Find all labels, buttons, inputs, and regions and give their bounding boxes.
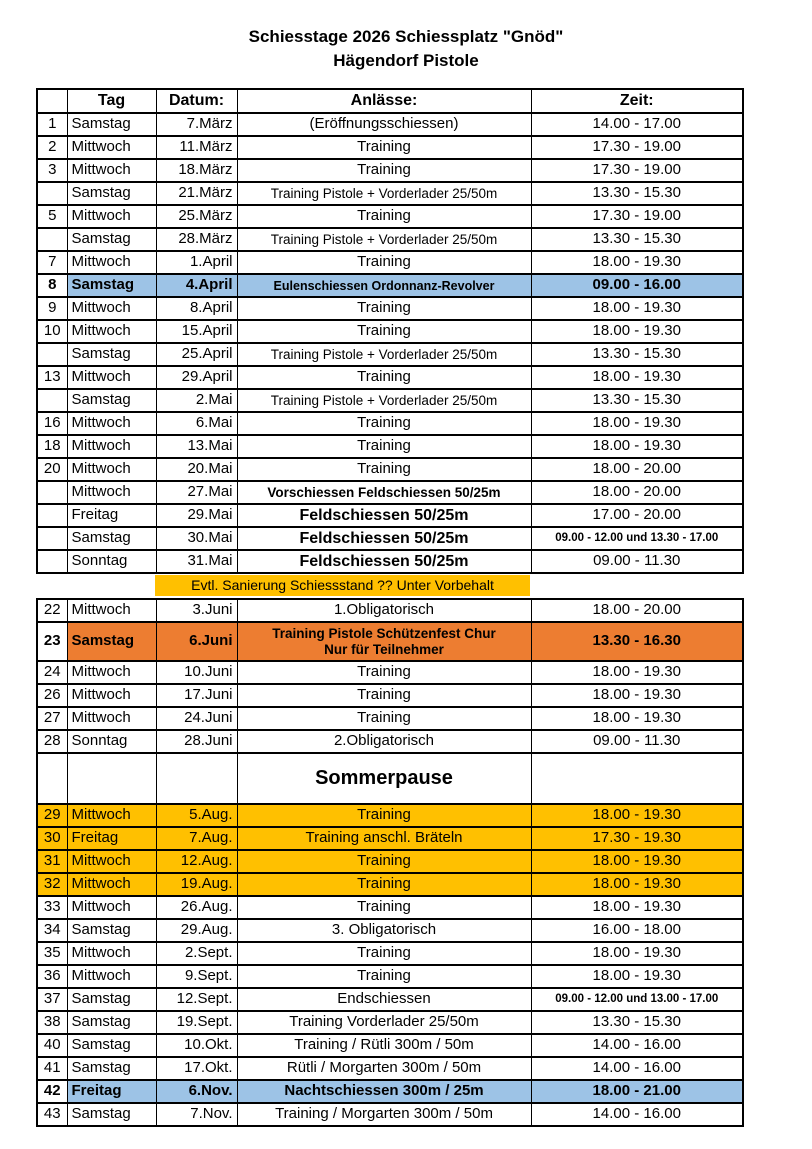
time-cell: 14.00 - 16.00 xyxy=(531,1057,743,1080)
header-event: Anlässe: xyxy=(237,89,531,113)
time-cell: 18.00 - 19.30 xyxy=(531,366,743,389)
table-row xyxy=(37,136,743,159)
row-number-cell xyxy=(37,753,67,804)
day-cell: Mittwoch xyxy=(67,965,156,988)
day-cell: Samstag xyxy=(67,182,156,205)
event-cell: Training Pistole + Vorderlader 25/50m xyxy=(237,343,531,366)
time-cell: 17.30 - 19.00 xyxy=(531,159,743,182)
event-cell xyxy=(237,622,531,661)
row-number-cell: 7 xyxy=(37,251,67,274)
time-cell: 17.00 - 20.00 xyxy=(531,504,743,527)
day-cell: Mittwoch xyxy=(67,297,156,320)
day-cell: Mittwoch xyxy=(67,320,156,343)
date-cell: 19.Sept. xyxy=(156,1011,237,1034)
day-cell: Freitag xyxy=(67,1080,156,1103)
row-number-cell xyxy=(37,481,67,504)
date-cell: 4.April xyxy=(156,274,237,297)
day-cell: Mittwoch xyxy=(67,136,156,159)
table-row xyxy=(37,988,743,1011)
event-cell: Training Pistole + Vorderlader 25/50m xyxy=(237,228,531,251)
date-cell: 25.März xyxy=(156,205,237,228)
row-number-cell: 37 xyxy=(37,988,67,1011)
table-row xyxy=(37,297,743,320)
event-cell: Training / Rütli 300m / 50m xyxy=(237,1034,531,1057)
event-cell: Training xyxy=(237,297,531,320)
day-cell: Freitag xyxy=(67,827,156,850)
row-number-cell: 31 xyxy=(37,850,67,873)
day-cell: Samstag xyxy=(67,1103,156,1126)
row-number-cell: 23 xyxy=(37,622,67,661)
day-cell: Mittwoch xyxy=(67,599,156,622)
event-cell: Training xyxy=(237,366,531,389)
time-cell: 18.00 - 19.30 xyxy=(531,707,743,730)
table-row xyxy=(37,435,743,458)
table-row xyxy=(37,343,743,366)
time-cell: 18.00 - 19.30 xyxy=(531,873,743,896)
date-cell: 27.Mai xyxy=(156,481,237,504)
date-cell: 6.Juni xyxy=(156,622,237,661)
date-cell: 21.März xyxy=(156,182,237,205)
table-row xyxy=(37,896,743,919)
table-row xyxy=(37,366,743,389)
event-cell: Training xyxy=(237,251,531,274)
event-cell: Training xyxy=(237,873,531,896)
day-cell xyxy=(67,753,156,804)
time-cell: 14.00 - 16.00 xyxy=(531,1103,743,1126)
row-number-cell: 36 xyxy=(37,965,67,988)
header-day: Tag xyxy=(67,89,156,113)
date-cell: 3.Juni xyxy=(156,599,237,622)
date-cell: 10.Okt. xyxy=(156,1034,237,1057)
date-cell: 31.Mai xyxy=(156,550,237,573)
schedule-table-wrapper xyxy=(36,88,746,1127)
time-cell: 14.00 - 16.00 xyxy=(531,1034,743,1057)
table-row xyxy=(37,481,743,504)
time-cell: 16.00 - 18.00 xyxy=(531,919,743,942)
day-cell: Mittwoch xyxy=(67,412,156,435)
time-cell: 13.30 - 15.30 xyxy=(531,389,743,412)
day-cell: Mittwoch xyxy=(67,684,156,707)
row-number-cell: 13 xyxy=(37,366,67,389)
date-cell: 26.Aug. xyxy=(156,896,237,919)
row-number-cell: 29 xyxy=(37,804,67,827)
date-cell: 19.Aug. xyxy=(156,873,237,896)
day-cell: Samstag xyxy=(67,228,156,251)
date-cell: 7.Aug. xyxy=(156,827,237,850)
event-cell: Training xyxy=(237,205,531,228)
row-number-cell: 26 xyxy=(37,684,67,707)
row-number-cell: 30 xyxy=(37,827,67,850)
date-cell: 9.Sept. xyxy=(156,965,237,988)
time-cell: 09.00 - 11.30 xyxy=(531,550,743,573)
time-cell: 18.00 - 19.30 xyxy=(531,435,743,458)
event-cell: Feldschiessen 50/25m xyxy=(237,550,531,573)
day-cell: Freitag xyxy=(67,504,156,527)
date-cell: 6.Nov. xyxy=(156,1080,237,1103)
renovation-notice-band: Evtl. Sanierung Schiessstand ?? Unter Vorbehalt xyxy=(155,575,530,596)
event-line-2: Nur für Teilnehmer xyxy=(324,641,444,657)
row-number-cell xyxy=(37,527,67,550)
event-cell: Eulenschiessen Ordonnanz-Revolver xyxy=(237,274,531,297)
date-cell xyxy=(156,753,237,804)
row-number-cell: 43 xyxy=(37,1103,67,1126)
date-cell: 30.Mai xyxy=(156,527,237,550)
row-number-cell: 10 xyxy=(37,320,67,343)
date-cell: 29.April xyxy=(156,366,237,389)
row-number-cell: 9 xyxy=(37,297,67,320)
time-cell: 18.00 - 19.30 xyxy=(531,412,743,435)
event-cell: Training xyxy=(237,684,531,707)
time-cell: 09.00 - 11.30 xyxy=(531,730,743,753)
table-row xyxy=(37,205,743,228)
event-cell: 2.Obligatorisch xyxy=(237,730,531,753)
day-cell: Samstag xyxy=(67,1034,156,1057)
date-cell: 8.April xyxy=(156,297,237,320)
row-number-cell: 1 xyxy=(37,113,67,136)
table-row xyxy=(37,550,743,573)
time-cell: 18.00 - 19.30 xyxy=(531,251,743,274)
date-cell: 17.Juni xyxy=(156,684,237,707)
table-row xyxy=(37,919,743,942)
table-row xyxy=(37,527,743,550)
day-cell: Samstag xyxy=(67,113,156,136)
date-cell: 18.März xyxy=(156,159,237,182)
table-row xyxy=(37,251,743,274)
row-number-cell xyxy=(37,389,67,412)
time-cell: 18.00 - 21.00 xyxy=(531,1080,743,1103)
title-line1: Schiesstage 2026 Schiessplatz "Gnöd" xyxy=(248,27,564,46)
time-cell: 18.00 - 20.00 xyxy=(531,458,743,481)
row-number-cell: 27 xyxy=(37,707,67,730)
table-row xyxy=(37,113,743,136)
row-number-cell: 28 xyxy=(37,730,67,753)
event-cell: Training Pistole + Vorderlader 25/50m xyxy=(237,389,531,412)
header-date: Datum: xyxy=(156,89,237,113)
date-cell: 28.Juni xyxy=(156,730,237,753)
day-cell: Mittwoch xyxy=(67,481,156,504)
date-cell: 13.Mai xyxy=(156,435,237,458)
time-cell: 09.00 - 12.00 und 13.30 - 17.00 xyxy=(531,527,743,550)
table-row xyxy=(37,1057,743,1080)
event-cell: Training Vorderlader 25/50m xyxy=(237,1011,531,1034)
row-number-cell: 18 xyxy=(37,435,67,458)
header-number xyxy=(37,89,67,113)
day-cell: Samstag xyxy=(67,389,156,412)
row-number-cell: 32 xyxy=(37,873,67,896)
date-cell: 15.April xyxy=(156,320,237,343)
event-cell: Training anschl. Bräteln xyxy=(237,827,531,850)
table-row xyxy=(37,707,743,730)
day-cell: Sonntag xyxy=(67,550,156,573)
time-cell: 17.30 - 19.00 xyxy=(531,136,743,159)
table-row xyxy=(37,661,743,684)
event-cell: Training xyxy=(237,804,531,827)
row-number-cell: 41 xyxy=(37,1057,67,1080)
table-row xyxy=(37,850,743,873)
day-cell: Mittwoch xyxy=(67,850,156,873)
row-number-cell: 20 xyxy=(37,458,67,481)
table-row xyxy=(37,1034,743,1057)
day-cell: Samstag xyxy=(67,919,156,942)
event-cell: Rütli / Morgarten 300m / 50m xyxy=(237,1057,531,1080)
time-cell: 18.00 - 19.30 xyxy=(531,850,743,873)
row-number-cell xyxy=(37,343,67,366)
table-row xyxy=(37,504,743,527)
day-cell: Mittwoch xyxy=(67,942,156,965)
event-cell: Sommerpause xyxy=(237,753,531,804)
event-cell: Nachtschiessen 300m / 25m xyxy=(237,1080,531,1103)
day-cell: Samstag xyxy=(67,1011,156,1034)
schedule-table-section-2 xyxy=(36,598,744,1127)
title-line2: Hägendorf Pistole xyxy=(333,51,479,70)
row-number-cell: 35 xyxy=(37,942,67,965)
event-cell: Training xyxy=(237,965,531,988)
row-number-cell: 2 xyxy=(37,136,67,159)
day-cell: Mittwoch xyxy=(67,707,156,730)
table-row xyxy=(37,827,743,850)
event-cell: Training xyxy=(237,136,531,159)
table-row xyxy=(37,942,743,965)
event-cell: Training xyxy=(237,661,531,684)
time-cell: 18.00 - 20.00 xyxy=(531,599,743,622)
day-cell: Samstag xyxy=(67,1057,156,1080)
event-cell: Training xyxy=(237,707,531,730)
event-cell: Training xyxy=(237,942,531,965)
row-number-cell: 5 xyxy=(37,205,67,228)
page-title xyxy=(0,0,812,73)
day-cell: Mittwoch xyxy=(67,435,156,458)
date-cell: 10.Juni xyxy=(156,661,237,684)
event-cell: Feldschiessen 50/25m xyxy=(237,504,531,527)
time-cell: 09.00 - 16.00 xyxy=(531,274,743,297)
time-cell: 18.00 - 19.30 xyxy=(531,942,743,965)
day-cell: Mittwoch xyxy=(67,458,156,481)
date-cell: 29.Aug. xyxy=(156,919,237,942)
day-cell: Mittwoch xyxy=(67,896,156,919)
event-cell: Training / Morgarten 300m / 50m xyxy=(237,1103,531,1126)
time-cell: 18.00 - 19.30 xyxy=(531,896,743,919)
table-row xyxy=(37,412,743,435)
table-row xyxy=(37,622,743,661)
time-cell: 14.00 - 17.00 xyxy=(531,113,743,136)
time-cell: 17.30 - 19.30 xyxy=(531,827,743,850)
time-cell: 13.30 - 15.30 xyxy=(531,343,743,366)
row-number-cell xyxy=(37,550,67,573)
event-cell: 3. Obligatorisch xyxy=(237,919,531,942)
date-cell: 5.Aug. xyxy=(156,804,237,827)
date-cell: 20.Mai xyxy=(156,458,237,481)
date-cell: 24.Juni xyxy=(156,707,237,730)
date-cell: 7.Nov. xyxy=(156,1103,237,1126)
time-cell: 18.00 - 19.30 xyxy=(531,965,743,988)
day-cell: Mittwoch xyxy=(67,873,156,896)
table-row xyxy=(37,1080,743,1103)
day-cell: Mittwoch xyxy=(67,804,156,827)
table-row xyxy=(37,599,743,622)
row-number-cell: 8 xyxy=(37,274,67,297)
day-cell: Sonntag xyxy=(67,730,156,753)
table-header-row xyxy=(37,89,743,113)
day-cell: Samstag xyxy=(67,274,156,297)
date-cell: 29.Mai xyxy=(156,504,237,527)
event-cell: Endschiessen xyxy=(237,988,531,1011)
time-cell xyxy=(531,753,743,804)
day-cell: Samstag xyxy=(67,527,156,550)
row-number-cell xyxy=(37,504,67,527)
row-number-cell xyxy=(37,182,67,205)
event-cell: Training xyxy=(237,896,531,919)
event-cell: 1.Obligatorisch xyxy=(237,599,531,622)
row-number-cell: 22 xyxy=(37,599,67,622)
time-cell: 13.30 - 16.30 xyxy=(531,622,743,661)
table-row xyxy=(37,965,743,988)
time-cell: 09.00 - 12.00 und 13.00 - 17.00 xyxy=(531,988,743,1011)
table-row xyxy=(37,182,743,205)
table-row xyxy=(37,389,743,412)
date-cell: 25.April xyxy=(156,343,237,366)
table-row xyxy=(37,458,743,481)
date-cell: 6.Mai xyxy=(156,412,237,435)
table-row xyxy=(37,684,743,707)
table-row xyxy=(37,274,743,297)
table-row xyxy=(37,159,743,182)
event-cell: Training xyxy=(237,320,531,343)
row-number-cell: 42 xyxy=(37,1080,67,1103)
row-number-cell: 38 xyxy=(37,1011,67,1034)
date-cell: 12.Sept. xyxy=(156,988,237,1011)
event-cell: Training xyxy=(237,412,531,435)
table-row xyxy=(37,1011,743,1034)
time-cell: 18.00 - 19.30 xyxy=(531,661,743,684)
time-cell: 17.30 - 19.00 xyxy=(531,205,743,228)
table-row xyxy=(37,873,743,896)
event-cell: Training xyxy=(237,850,531,873)
time-cell: 13.30 - 15.30 xyxy=(531,228,743,251)
event-cell: (Eröffnungsschiessen) xyxy=(237,113,531,136)
event-cell: Training xyxy=(237,435,531,458)
event-cell: Training xyxy=(237,458,531,481)
date-cell: 1.April xyxy=(156,251,237,274)
event-line-1: Training Pistole Schützenfest Chur xyxy=(272,626,496,642)
row-number-cell: 33 xyxy=(37,896,67,919)
table-row xyxy=(37,730,743,753)
event-cell: Training xyxy=(237,159,531,182)
day-cell: Samstag xyxy=(67,622,156,661)
event-cell: Training Pistole + Vorderlader 25/50m xyxy=(237,182,531,205)
day-cell: Mittwoch xyxy=(67,159,156,182)
time-cell: 18.00 - 19.30 xyxy=(531,804,743,827)
table-row xyxy=(37,228,743,251)
day-cell: Mittwoch xyxy=(67,366,156,389)
event-cell: Vorschiessen Feldschiessen 50/25m xyxy=(237,481,531,504)
date-cell: 7.März xyxy=(156,113,237,136)
table-row xyxy=(37,1103,743,1126)
date-cell: 28.März xyxy=(156,228,237,251)
table-row xyxy=(37,320,743,343)
event-cell: Feldschiessen 50/25m xyxy=(237,527,531,550)
date-cell: 2.Mai xyxy=(156,389,237,412)
row-number-cell: 16 xyxy=(37,412,67,435)
time-cell: 13.30 - 15.30 xyxy=(531,182,743,205)
row-number-cell: 3 xyxy=(37,159,67,182)
header-time: Zeit: xyxy=(531,89,743,113)
row-number-cell: 40 xyxy=(37,1034,67,1057)
day-cell: Mittwoch xyxy=(67,251,156,274)
day-cell: Mittwoch xyxy=(67,661,156,684)
time-cell: 18.00 - 19.30 xyxy=(531,320,743,343)
schedule-table-section-1 xyxy=(36,88,744,574)
date-cell: 11.März xyxy=(156,136,237,159)
day-cell: Mittwoch xyxy=(67,205,156,228)
time-cell: 13.30 - 15.30 xyxy=(531,1011,743,1034)
date-cell: 2.Sept. xyxy=(156,942,237,965)
time-cell: 18.00 - 20.00 xyxy=(531,481,743,504)
table-row xyxy=(37,753,743,804)
row-number-cell xyxy=(37,228,67,251)
day-cell: Samstag xyxy=(67,343,156,366)
row-number-cell: 34 xyxy=(37,919,67,942)
date-cell: 12.Aug. xyxy=(156,850,237,873)
time-cell: 18.00 - 19.30 xyxy=(531,297,743,320)
time-cell: 18.00 - 19.30 xyxy=(531,684,743,707)
date-cell: 17.Okt. xyxy=(156,1057,237,1080)
table-row xyxy=(37,804,743,827)
row-number-cell: 24 xyxy=(37,661,67,684)
day-cell: Samstag xyxy=(67,988,156,1011)
